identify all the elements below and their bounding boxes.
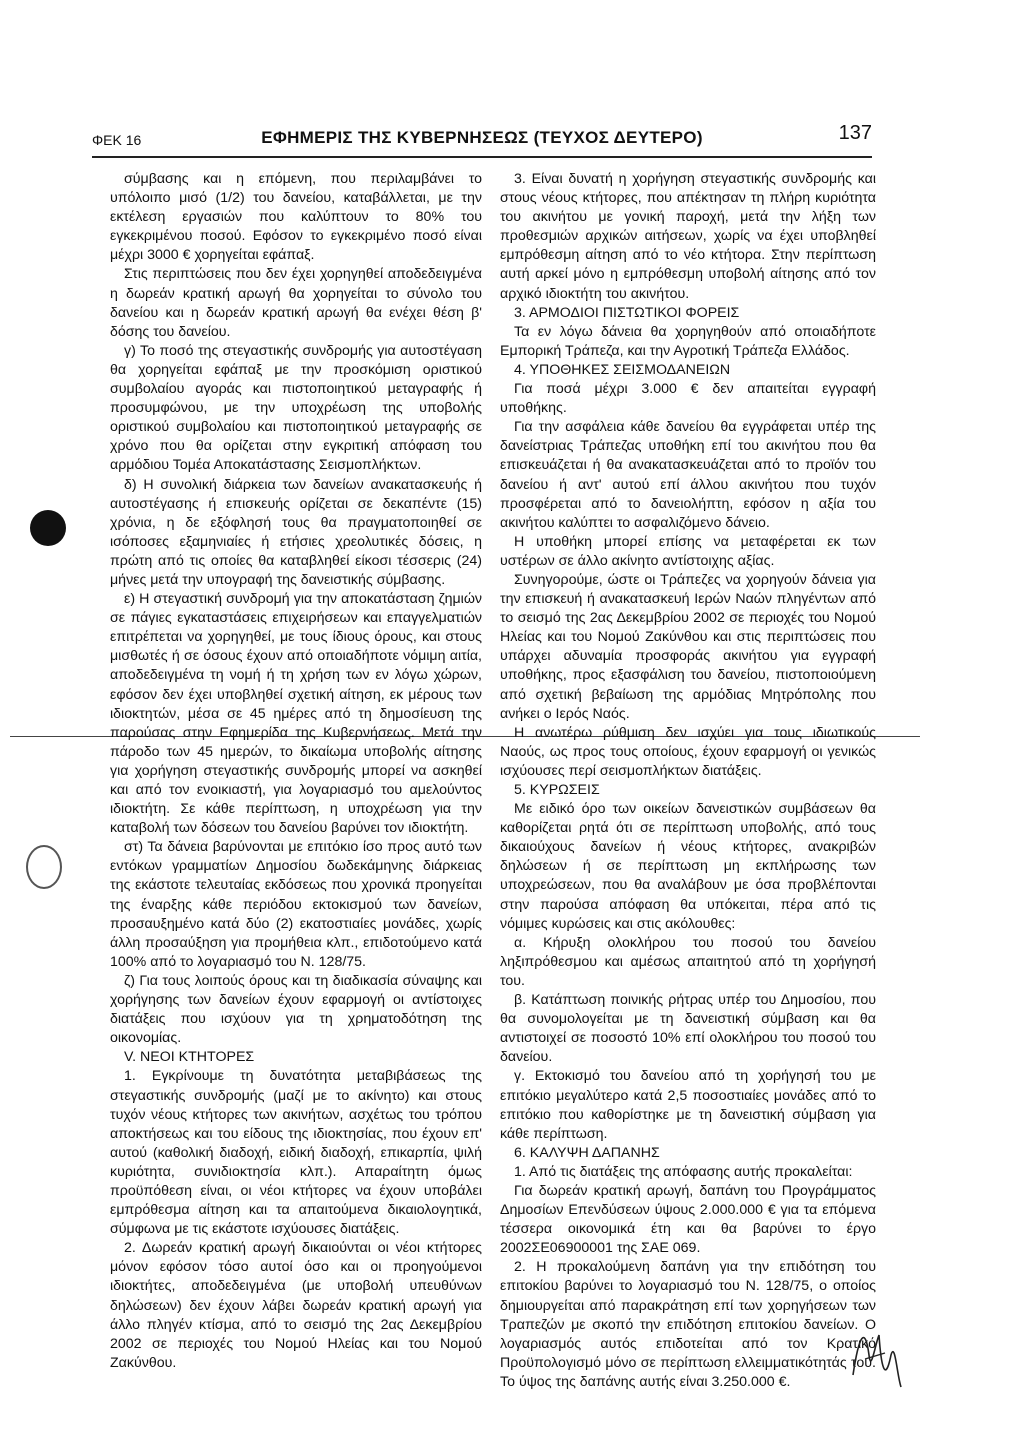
section-heading: 6. ΚΑΛΥΨΗ ΔΑΠΑΝΗΣ: [514, 1144, 660, 1161]
paragraph: Για την ασφάλεια κάθε δανείου θα εγγράφεται υπέρ της δανείστριας Τράπεζας υποθήκη επί του ακινήτου που θα επισκευάζεται ή θα ανακατασκευάζεται από το προϊόν του δανείου ή αντ' αυτού επί άλλου ακινήτου που τυχόν προσφέρεται από το δανειολήπτη, εφόσον η αξία του ακινήτου καλύπτει το ασφαλιζόμενο δάνειο.: [500, 419, 876, 531]
gazette-title: ΕΦΗΜΕΡΙΣ ΤΗΣ ΚΥΒΕΡΝΗΣΕΩΣ (ΤΕΥΧΟΣ ΔΕΥΤΕΡΟ): [261, 128, 703, 147]
paragraph: δ) Η συνολική διάρκεια των δανείων ανακατασκευής ή αυτοστέγασης ή επισκευής ορίζεται σε δεκαπέντε (15) χρόνια, η δε εξόφλησή τους θα πραγματοποιηθεί σε ισόποσες εξαμηνιαίες ή ετήσιες χρεολυτικές δόσεις, η πρώτη από τις οποίες θα καταβληθεί είκοσι τέσσερις (24) μήνες μετά την υπογραφή της δανειστικής σύμβασης.: [110, 476, 482, 588]
paragraph: Με ειδικό όρο των οικείων δανειστικών συμβάσεων θα καθορίζεται ρητά ότι σε περίπτωση υποβολής, από τους δικαιούχους δανείων ή νέους κτήτορες, ανακριβών δηλώσεων ή σε περίπτωση μη εκπλήρωσης των υποχρεώσεων, που θα αναλάβουν με όσα προβλέπονται στην παρούσα απόφαση θα υπόκειται, πέρα από τις νόμιμες κυρώσεις και στις ακόλουθες:: [500, 801, 876, 932]
page-header: [92, 120, 872, 158]
paragraph: α. Κήρυξη ολοκλήρου του ποσού του δανείου ληξιπρόθεσμου και αμέσως απαιτητού από τη χορήγησή του.: [500, 934, 876, 989]
punch-hole-outline-icon: [26, 845, 62, 889]
paragraph: ε) Η στεγαστική συνδρομή για την αποκατάσταση ζημιών σε πάγιες εγκαταστάσεις επιχειρήσεων και επαγγελματιών επιτρέπεται να χορηγηθεί, με τους ίδιους όρους, και στους μισθωτές ή σε όσους έχουν από οποιαδήποτε νόμιμη αιτία, αποδεδειγμένα τη νομή ή τη χρήση των εν λόγω χώρων, εφόσον δεν έχει υποβληθεί σχετική αίτηση, εκ μέρους των ιδιοκτητών, μέσα σε 45 ημέρες από τη δημοσίευση της παρούσας στην Εφημερίδα της Κυβερνήσεως. Μετά την πάροδο των 45 ημερών, το δικαίωμα υποβολής αίτησης για χορήγηση στεγαστικής συνδρομής μπορεί να ασκηθεί και από τον ενοικιαστή, για λογαριασμό του αμελούντος ιδιοκτήτη. Σε κάθε περίπτωση, η υποχρέωση για την καταβολή των δόσεων του δανείου βαρύνει τον ιδιοκτήτη.: [110, 591, 482, 837]
section-heading: 3. ΑΡΜΟΔΙΟΙ ΠΙΣΤΩΤΙΚΟΙ ΦΟΡΕΙΣ: [514, 304, 740, 321]
paragraph: Η ανωτέρω ρύθμιση δεν ισχύει για τους ιδιωτικούς Ναούς, ως προς τους οποίους, έχουν εφαρμογή οι γενικώς ισχύουσες περί σεισμοπλήκτων διατάξεις.: [500, 724, 876, 779]
paragraph: Για δωρεάν κρατική αρωγή, δαπάνη του Προγράμματος Δημοσίων Επενδύσεων ύψους 2.000.000 € για τα επόμενα τέσσερα οικονομικά έτη και θα βαρύνει το έργο 2002ΣΕ06900001 της ΣΑΕ 069.: [500, 1182, 876, 1257]
paragraph: Στις περιπτώσεις που δεν έχει χορηγηθεί αποδεδειγμένα η δωρεάν κρατική αρωγή θα χορηγείται το σύνολο του δανείου και η δωρεάν κρατική αρωγή θα ενέχει θέση β' δόσης του δανείου.: [110, 266, 482, 340]
paragraph: ζ) Για τους λοιπούς όρους και τη διαδικασία σύναψης και χορήγησης των δανείων έχουν εφαρμογή οι αντίστοιχες διατάξεις που ισχύουν για τη χρηματοδότηση της οικονομίας.: [110, 972, 482, 1047]
paragraph: 2. Η προκαλούμενη δαπάνη για την επιδότηση του επιτοκίου βαρύνει το λογαριασμό του Ν. 128/75, ο οποίος δημιουργείται από παρακράτηση επί των χορηγήσεων των Τραπεζών με σκοπό την επιδότηση επιτοκίου δανείων. Ο λογαριασμός αυτός επιδοτείται από τον Κρατικό Προϋπολογισμό μόνο σε περίπτωση ελλειμματικότητάς του. Το ύψος της δαπάνης αυτής είναι 3.250.000 €.: [500, 1259, 876, 1390]
paragraph: 1. Εγκρίνουμε τη δυνατότητα μεταβιβάσεως της στεγαστικής συνδρομής (μαζί με το ακίνητο) και στους τυχόν νέους κτήτορες των ακινήτων, ασχέτως του τρόπου αποκτήσεως και του είδους της ιδιοκτησίας, που έχουν επ' αυτού (καθολική διαδοχή, ειδική διαδοχή, επικαρπία, ψιλή κυριότητα, συνιδιοκτησία κλπ.). Απαραίτητη όμως προϋπόθεση είναι, οι νέοι κτήτορες να έχουν υποβάλει εμπρόθεσμα αίτηση και τα απαιτούμενα δικαιολογητικά, σύμφωνα με τις εκάστοτε ισχύουσες διατάξεις.: [110, 1068, 482, 1238]
paragraph: γ. Εκτοκισμό του δανείου από τη χορήγησή του με επιτόκιο μεγαλύτερο κατά 2,5 ποσοστιαίες μονάδες από το επιτόκιο που καθορίστηκε με τη δανειστική σύμβαση για κάθε περίπτωση.: [500, 1068, 876, 1142]
section-heading: V. ΝΕΟΙ ΚΤΗΤΟΡΕΣ: [124, 1049, 255, 1066]
paragraph: Τα εν λόγω δάνεια θα χορηγηθούν από οποιαδήποτε Εμπορική Τράπεζα, και την Αγροτική Τράπεζα Ελλάδος.: [500, 323, 876, 359]
issue-label: ΦΕΚ 16: [92, 132, 142, 148]
paragraph: β. Κατάπτωση ποινικής ρήτρας υπέρ του Δημοσίου, που θα συνομολογείται με τη δανειστική σύμβαση και θα αντιστοιχεί σε ποσοστό 10% επί ολοκλήρου του ποσού του δανείου.: [500, 992, 876, 1066]
paragraph: 1. Από τις διατάξεις της απόφασης αυτής προκαλείται:: [514, 1163, 853, 1180]
paragraph: σύμβασης και η επόμενη, που περιλαμβάνει το υπόλοιπο μισό (1/2) του δανείου, καταβάλλεται, με την εκτέλεση εργασιών που καλύπτουν το 80% του εγκεκριμένου ποσού. Εφόσον το εγκεκριμένο ποσό είναι μέχρι 3000 € χορηγείται εφάπαξ.: [110, 171, 482, 264]
paragraph: Συνηγορούμε, ώστε οι Τράπεζες να χορηγούν δάνεια για την επισκευή ή ανακατασκευή Ιερών Ναών πληγέντων από το σεισμό της 2ας Δεκεμβρίου 2002 σε περιοχές του Νομού Ηλείας και του Νομού Ζακύνθου και στις περιπτώσεις που υπάρχει αδυναμία προσφοράς ακινήτου για εγγραφή υποθήκης, προς εξασφάλιση του δανείου, πιστοποιούμενη από σχετική βεβαίωση της αρμόδιας Μητρόπολης που ανήκει ο Ιερός Ναός.: [500, 571, 876, 722]
paragraph: στ) Τα δάνεια βαρύνονται με επιτόκιο ίσο προς αυτό των εντόκων γραμματίων Δημοσίου δωδεκάμηνης διάρκειας της εκάστοτε τελευταίας εκδόσεως που χρονικά προηγείται της έναρξης κάθε περιόδου εκτοκισμού των δανείων, προσαυξημένο κατά δύο (2) εκατοστιαίες μονάδες, χωρίς άλλη προσαύξηση για προμήθεια κλπ., επιδοτούμενο κατά 100% από το λογαριασμό του Ν. 128/75.: [110, 839, 482, 970]
paragraph: γ) Το ποσό της στεγαστικής συνδρομής για αυτοστέγαση θα χορηγείται εφάπαξ με την προσκόμιση οριστικού συμβολαίου αγοράς και πιστοποιητικού μεταγραφής ή προσυμφώνου, με την υποχρέωση της υποβολής οριστικού συμβολαίου και πιστοποιητικού μεταγραφής σε χρόνο που θα ορίζεται στην εγκριτική απόφαση του αρμόδιου Τομέα Αποκατάστασης Σεισμοπλήκτων.: [110, 342, 482, 474]
left-column: [110, 170, 482, 1371]
section-heading: 4. ΥΠΟΘΗΚΕΣ ΣΕΙΣΜΟΔΑΝΕΙΩΝ: [514, 361, 731, 378]
paragraph: 3. Είναι δυνατή η χορήγηση στεγαστικής συνδρομής και στους νέους κτήτορες, που απέκτησαν τη πλήρη κυριότητα του ακινήτου με γονική παροχή, μετά την λήξη των προθεσμιών αρχικών αιτήσεων, χωρίς να έχει υποβληθεί εμπρόθεσμη αίτηση από το νέο κτήτορα. Στην περίπτωση αυτή αρκεί μόνο η εμπρόθεσμη υποβολή αίτησης από τον αρχικό ιδιοκτήτη του ακινήτου.: [500, 171, 876, 302]
paragraph: Για ποσά μέχρι 3.000 € δεν απαιτείται εγγραφή υποθήκης.: [500, 381, 876, 417]
paragraph: 2. Δωρεάν κρατική αρωγή δικαιούνται οι νέοι κτήτορες μόνον εφόσον τόσο αυτοί όσο και οι προηγούμενοι ιδιοκτήτες, αποδεδειγμένα (με υποβολή υπευθύνων δηλώσεων) δεν έχουν λάβει δωρεάν κρατική αρωγή για άλλο πληγέν κτίσμα, από το σεισμό της 2ας Δεκεμβρίου 2002 σε περιοχές του Νομού Ηλείας και του Νομού Ζακύνθου.: [110, 1240, 482, 1371]
punch-hole-icon: [30, 510, 66, 546]
right-column: [500, 170, 876, 1390]
section-heading: 5. ΚΥΡΩΣΕΙΣ: [514, 782, 600, 798]
handwritten-signature-icon: [845, 1315, 905, 1395]
page-number: 137: [838, 122, 872, 144]
paragraph: Η υποθήκη μπορεί επίσης να μεταφέρεται εκ των υστέρων σε άλλο ακίνητο αντίστοιχης αξίας.: [500, 533, 876, 569]
